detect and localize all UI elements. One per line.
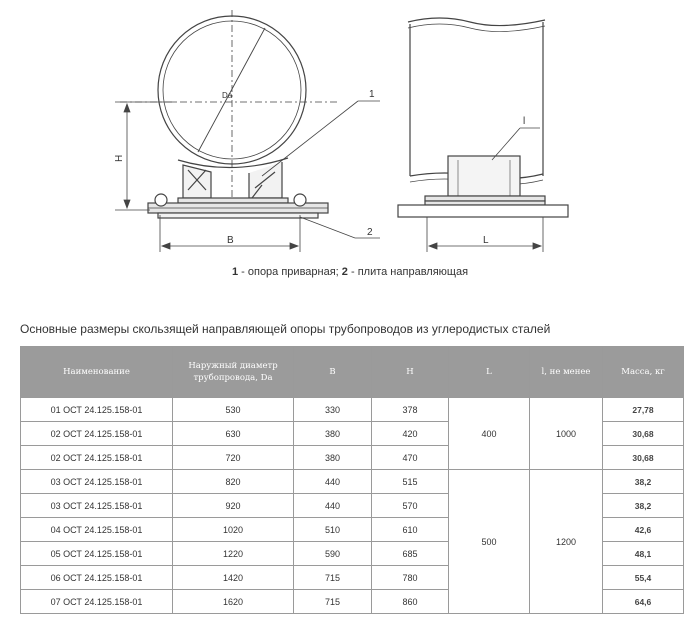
label-da: Da — [222, 91, 233, 100]
table-row — [21, 470, 684, 494]
cell-b: 510 — [294, 518, 372, 542]
cell-l-group-2: 500 — [449, 470, 530, 614]
cell-b: 380 — [294, 422, 372, 446]
cell-da: 1220 — [173, 542, 294, 566]
cell-b: 715 — [294, 590, 372, 614]
cell-da: 920 — [173, 494, 294, 518]
cell-name: 03 ОСТ 24.125.158-01 — [21, 470, 173, 494]
dimensions-table — [20, 346, 684, 614]
label-callout-1: 1 — [369, 89, 375, 100]
header-l-min: l, не менее — [530, 347, 603, 398]
cell-mass: 30,68 — [603, 446, 684, 470]
cell-da: 720 — [173, 446, 294, 470]
label-h: H — [114, 154, 125, 162]
cell-name: 01 ОСТ 24.125.158-01 — [21, 398, 173, 422]
cell-mass: 55,4 — [603, 566, 684, 590]
header-name: Наименование — [21, 347, 173, 398]
cell-h: 780 — [372, 566, 449, 590]
label-l-lower: l — [523, 116, 526, 127]
header-h: H — [372, 347, 449, 398]
cell-da: 1020 — [173, 518, 294, 542]
cell-l-min-group-1: 1000 — [530, 398, 603, 470]
cell-da: 630 — [173, 422, 294, 446]
caption-text-2: - плита направляющая — [347, 266, 469, 278]
cell-da: 820 — [173, 470, 294, 494]
welded-support — [178, 158, 288, 203]
cell-da: 1620 — [173, 590, 294, 614]
cell-b: 380 — [294, 446, 372, 470]
cell-mass: 42,6 — [603, 518, 684, 542]
cell-h: 420 — [372, 422, 449, 446]
label-b: B — [227, 235, 234, 246]
cell-l-group-1: 400 — [449, 398, 530, 470]
cell-l-min-group-2: 1200 — [530, 470, 603, 614]
cell-h: 685 — [372, 542, 449, 566]
table-title: Основные размеры скользящей направляющей опоры трубопроводов из углеродистых сталей — [20, 322, 551, 336]
table-row — [21, 398, 684, 422]
cell-b: 440 — [294, 494, 372, 518]
table-header-row — [21, 347, 684, 398]
cell-name: 02 ОСТ 24.125.158-01 — [21, 422, 173, 446]
cell-name: 04 ОСТ 24.125.158-01 — [21, 518, 173, 542]
caption-num-1: 1 — [231, 266, 239, 278]
cell-name: 07 ОСТ 24.125.158-01 — [21, 590, 173, 614]
label-l-upper: L — [483, 235, 489, 246]
callout-l-leader — [492, 128, 540, 160]
cell-h: 378 — [372, 398, 449, 422]
cell-name: 06 ОСТ 24.125.158-01 — [21, 566, 173, 590]
drawing-caption — [0, 266, 700, 278]
cell-h: 610 — [372, 518, 449, 542]
cell-mass: 38,2 — [603, 470, 684, 494]
cell-h: 570 — [372, 494, 449, 518]
header-diameter: Наружный диаметр трубопровода, Da — [173, 347, 294, 398]
cell-h: 860 — [372, 590, 449, 614]
cell-b: 440 — [294, 470, 372, 494]
cell-h: 515 — [372, 470, 449, 494]
cell-name: 05 ОСТ 24.125.158-01 — [21, 542, 173, 566]
cell-b: 715 — [294, 566, 372, 590]
header-l: L — [449, 347, 530, 398]
header-b: B — [294, 347, 372, 398]
cell-da: 530 — [173, 398, 294, 422]
cell-name: 03 ОСТ 24.125.158-01 — [21, 494, 173, 518]
cell-mass: 48,1 — [603, 542, 684, 566]
diameter-line — [198, 28, 265, 152]
header-mass: Масса, кг — [603, 347, 684, 398]
cell-mass: 27,78 — [603, 398, 684, 422]
cell-name: 02 ОСТ 24.125.158-01 — [21, 446, 173, 470]
cell-h: 470 — [372, 446, 449, 470]
cell-mass: 64,6 — [603, 590, 684, 614]
cell-mass: 38,2 — [603, 494, 684, 518]
cell-b: 330 — [294, 398, 372, 422]
label-callout-2: 2 — [367, 227, 373, 238]
technical-drawing — [0, 0, 700, 262]
cell-b: 590 — [294, 542, 372, 566]
cell-mass: 30,68 — [603, 422, 684, 446]
caption-num-2: 2 — [341, 266, 348, 278]
cell-da: 1420 — [173, 566, 294, 590]
dimension-b — [160, 215, 300, 252]
caption-text-1: - опора приварная; — [238, 266, 342, 278]
